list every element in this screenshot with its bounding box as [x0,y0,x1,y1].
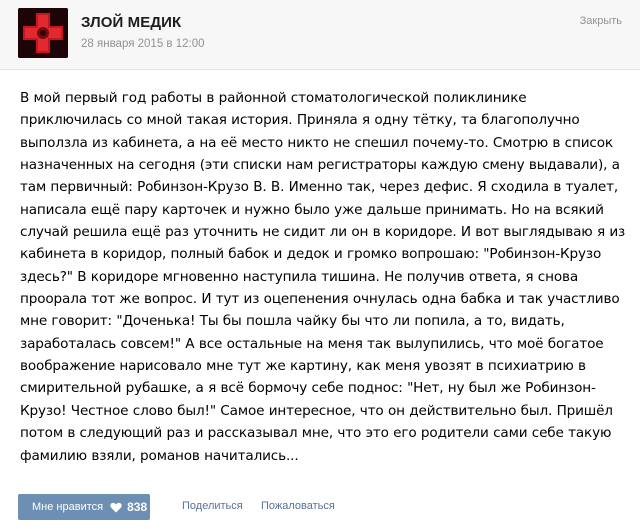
close-link[interactable]: Закрыть [579,15,622,27]
red-cross-logo-icon [18,8,68,58]
post-text: В мой первый год работы в районной стоматологической поликлинике приключилась со мной такая история. Приняла я одну тётку, та благополучно выползла из кабинета, а на её место никто не спешил почему-то. Смотрю в список назначенных на сегодня (эти списки нам регистраторы каждую смену выдавали), а там первичный: Робинзон-Крузо В. В. Именно так, через дефис. Я сходила в туалет, написала ещё пару карточек и нужно было уже дальше принимать. Но на всякий случай решила ещё раз уточнить не сидит ли он в коридоре. И вот выглядываю я из кабинета в коридор, полный бабок и дедок и громко вопрошаю: "Робинзон-Крузо здесь?" В коридоре мгновенно наступила тишина. Не получив ответа, я снова проорала тот же вопрос. И тут из оцепенения очнулась одна бабка и так участливо мне говорит: "Доченька! Ты бы пошла чайку бы что ли попила, а то, видать, заработалась совсем!" А все остальные на меня так вылупились, что моё богатое воображение нарисовало мне тут же картину, как меня увозят в психиатрию в смирительной рубашке, а я всё бормочу себе поднос: "Нет, ну был же Робинзон-Крузо! Честное слово был!" Самое интересное, что он действительно был. Пришёл потом в следующий раз и рассказывал мне, что это его родители сами себе такую фамилию взяли, романов начитались... [20,90,626,464]
heart-icon [110,502,122,513]
post-header [0,0,640,70]
like-button[interactable] [18,494,150,520]
post-date[interactable]: 28 января 2015 в 12:00 [81,38,205,50]
like-count: 838 [127,500,148,514]
share-link[interactable]: Поделиться [182,500,243,512]
complain-link[interactable]: Пожаловаться [261,500,335,512]
group-name[interactable]: ЗЛОЙ МЕДИК [81,14,182,31]
group-avatar[interactable] [18,8,68,58]
like-label: Мне нравится [32,501,104,513]
post-actions [0,490,640,529]
